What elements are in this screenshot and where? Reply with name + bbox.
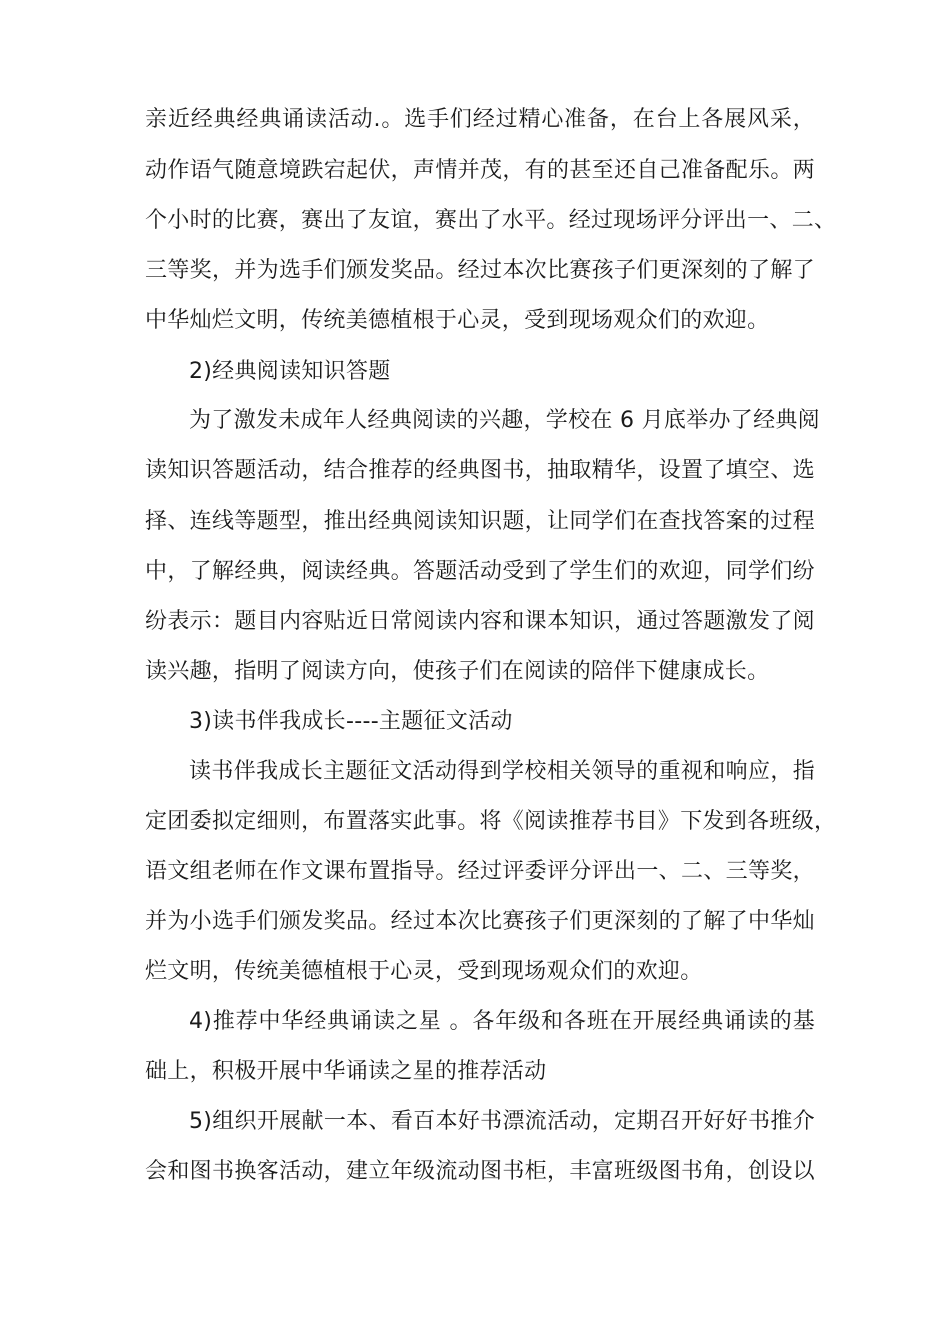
paragraph-line: 5)组织开展献一本、看百本好书漂流活动，定期召开好好书推介	[189, 1109, 815, 1134]
paragraph-line: 语文组老师在作文课布置指导。经过评委评分评出一、二、三等奖，	[145, 859, 815, 884]
paragraph-line: 读书伴我成长主题征文活动得到学校相关领导的重视和响应，指	[189, 759, 815, 784]
paragraph-line: 择、连线等题型，推出经典阅读知识题，让同学们在查找答案的过程	[145, 509, 815, 534]
paragraph-line: 中华灿烂文明，传统美德植根于心灵，受到现场观众们的欢迎。	[145, 308, 770, 333]
section-heading: 2)经典阅读知识答题	[189, 359, 391, 384]
paragraph-line: 础上，积极开展中华诵读之星的推荐活动	[145, 1059, 547, 1084]
paragraph-line: 三等奖，并为选手们颁发奖品。经过本次比赛孩子们更深刻的了解了	[145, 258, 815, 283]
paragraph-line: 读兴趣，指明了阅读方向，使孩子们在阅读的陪伴下健康成长。	[145, 659, 770, 684]
paragraph-line: 4)推荐中华经典诵读之星 。各年级和各班在开展经典诵读的基	[189, 1009, 815, 1034]
paragraph-line: 动作语气随意境跌宕起伏，声情并茂，有的甚至还自己准备配乐。两	[145, 158, 815, 183]
paragraph-line: 定团委拟定细则，布置落实此事。将《阅读推荐书目》下发到各班级，	[145, 809, 837, 834]
paragraph-line: 为了激发未成年人经典阅读的兴趣，学校在 6 月底举办了经典阅	[189, 408, 820, 433]
paragraph-line: 个小时的比赛，赛出了友谊，赛出了水平。经过现场评分评出一、二、	[145, 208, 837, 233]
paragraph-line: 纷表示：题目内容贴近日常阅读内容和课本知识，通过答题激发了阅	[145, 609, 815, 634]
paragraph-line: 并为小选手们颁发奖品。经过本次比赛孩子们更深刻的了解了中华灿	[145, 909, 815, 934]
paragraph-line: 会和图书换客活动，建立年级流动图书柜，丰富班级图书角，创设以	[145, 1159, 815, 1184]
paragraph-line: 烂文明，传统美德植根于心灵，受到现场观众们的欢迎。	[145, 959, 703, 984]
section-heading: 3)读书伴我成长----主题征文活动	[189, 709, 513, 734]
paragraph-line: 中，了解经典，阅读经典。答题活动受到了学生们的欢迎，同学们纷	[145, 559, 815, 584]
paragraph-line: 读知识答题活动，结合推荐的经典图书，抽取精华，设置了填空、选	[145, 458, 815, 483]
paragraph-line: 亲近经典经典诵读活动.。选手们经过精心准备，在台上各展风采，	[145, 107, 815, 132]
